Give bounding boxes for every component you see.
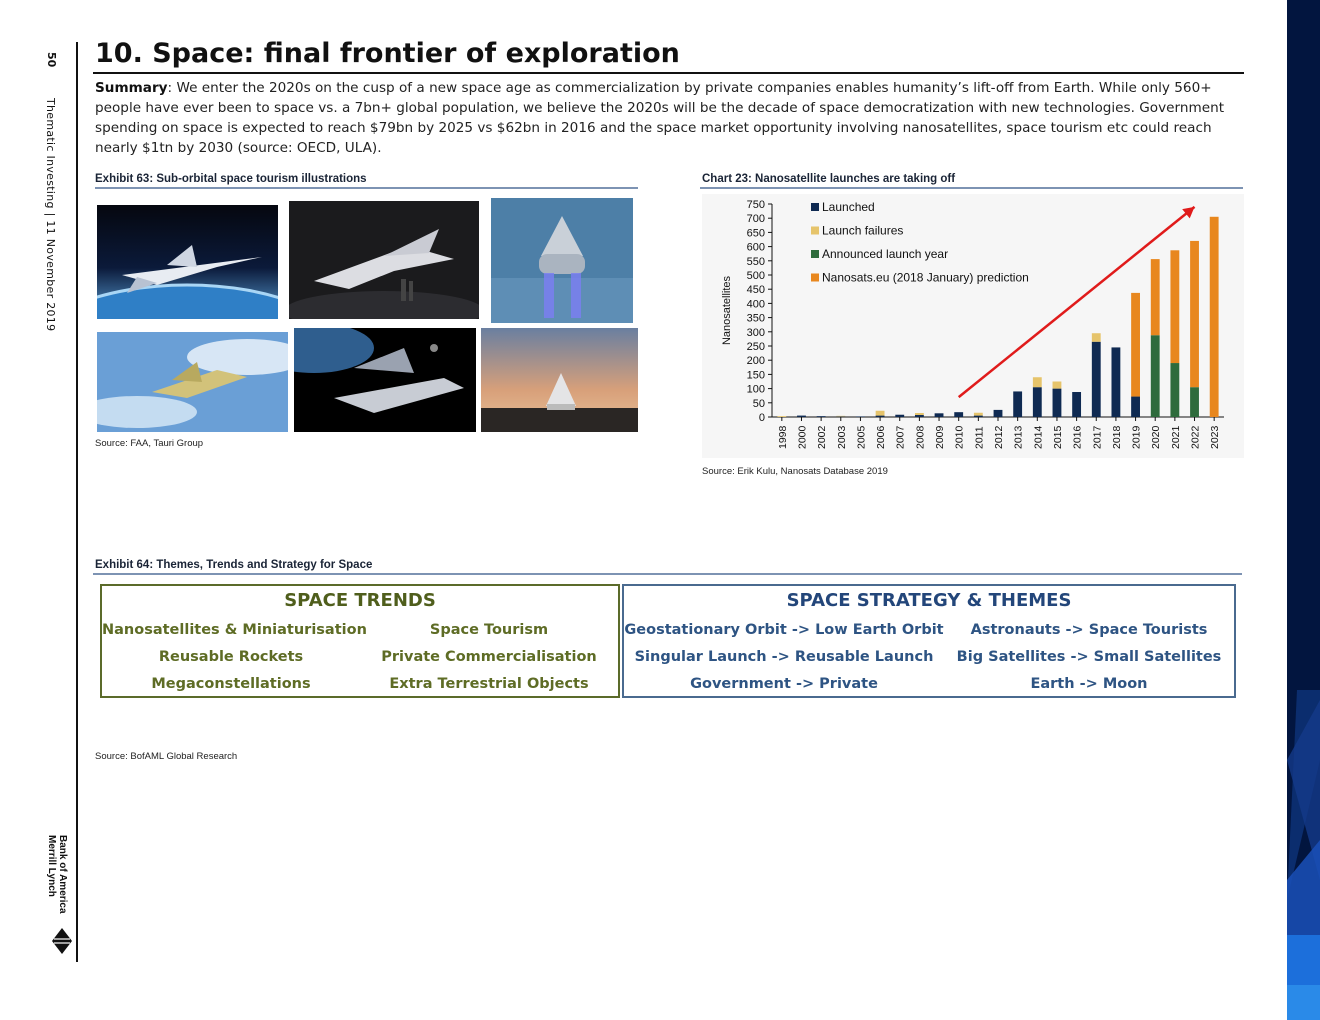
y-tick-label: 150 xyxy=(746,369,765,382)
x-tick-label: 1998 xyxy=(776,425,789,449)
y-tick-label: 650 xyxy=(746,227,765,240)
legend-swatch xyxy=(811,203,819,211)
title-rule xyxy=(93,72,1244,74)
legend-swatch xyxy=(811,274,819,282)
chart-svg xyxy=(702,194,1244,458)
strategy-item: Singular Launch -> Reusable Launch xyxy=(634,649,934,665)
y-tick-label: 400 xyxy=(746,298,765,311)
bar-segment xyxy=(954,412,963,417)
bar-segment xyxy=(777,416,786,417)
bar-segment xyxy=(935,413,944,417)
bar-segment xyxy=(974,416,983,417)
y-tick-label: 250 xyxy=(746,341,765,353)
x-tick-label: 2012 xyxy=(993,425,1005,449)
x-tick-label: 2005 xyxy=(855,425,868,449)
strategy-item: Astronauts -> Space Tourists xyxy=(970,622,1208,638)
bar-segment xyxy=(836,416,845,417)
trend-item: Megaconstellations xyxy=(151,676,311,692)
bar-segment xyxy=(1033,387,1042,417)
y-tick-label: 550 xyxy=(746,255,765,268)
bar-segment xyxy=(915,415,924,417)
y-tick-label: 600 xyxy=(746,241,765,254)
exhibit64-source: Source: BofAML Global Research xyxy=(95,751,238,762)
x-tick-label: 2021 xyxy=(1169,425,1182,449)
bar-segment xyxy=(915,413,924,415)
space-trends-heading: SPACE TRENDS xyxy=(284,590,436,611)
x-tick-label: 2013 xyxy=(1012,425,1025,449)
summary-paragraph xyxy=(95,78,1245,158)
x-tick-label: 2008 xyxy=(914,425,927,449)
x-tick-label: 2015 xyxy=(1051,425,1064,449)
legend-swatch xyxy=(811,250,819,258)
y-tick-label: 500 xyxy=(746,270,765,282)
legend-label: Launched xyxy=(822,200,875,214)
trend-item: Extra Terrestrial Objects xyxy=(389,676,589,692)
strategy-item: Government -> Private xyxy=(690,676,878,692)
y-tick-label: 50 xyxy=(752,397,765,410)
exhibit64-rule xyxy=(93,573,1242,575)
x-tick-label: 2009 xyxy=(934,425,947,449)
page-title: 10. Space: final frontier of exploration xyxy=(95,38,680,69)
space-strategy-heading: SPACE STRATEGY & THEMES xyxy=(786,590,1072,611)
y-tick-label: 350 xyxy=(746,312,765,325)
bar-segment xyxy=(1190,241,1199,387)
x-tick-label: 2002 xyxy=(816,425,829,449)
spaceship-hangar-illustration xyxy=(289,201,479,319)
strategy-item: Big Satellites -> Small Satellites xyxy=(956,649,1222,665)
chart23-rule xyxy=(700,187,1243,189)
strategy-item: Earth -> Moon xyxy=(1030,676,1148,692)
summary-text: : We enter the 2020s on the cusp of a new space age as commercialization by private companies enables humanity’s lift-off from Earth. While only 560+ people have ever been to space vs. a 7bn+ global population, we believe the 2020s will be the decade of space democratization with new technologies. Government spending on space is expected to reach $79bn by 2025 vs $62bn in 2016 and the space market opportunity involving nanosatellites, space tourism etc could reach nearly $1tn by 2030 (source: OECD, ULA). xyxy=(95,80,1225,156)
exhibit63-title: Exhibit 63: Sub-orbital space tourism illustrations xyxy=(95,173,367,185)
x-tick-label: 2007 xyxy=(894,425,907,449)
nanosatellite-chart xyxy=(702,194,1244,458)
legend-label: Announced launch year xyxy=(822,247,949,261)
bar-segment xyxy=(836,416,845,417)
space-strategy-box xyxy=(622,584,1236,698)
trend-item: Nanosatellites & Miniaturisation xyxy=(102,622,367,638)
y-tick-label: 300 xyxy=(746,326,765,339)
capsule-thrusters-illustration xyxy=(491,198,633,323)
legend-label: Nanosats.eu (2018 January) prediction xyxy=(822,270,1029,285)
x-tick-label: 2022 xyxy=(1189,425,1202,449)
bar-segment xyxy=(974,413,983,416)
bar-segment xyxy=(1151,259,1160,335)
running-head: Thematic Investing | 11 November 2019 xyxy=(44,98,57,332)
x-tick-label: 2019 xyxy=(1130,425,1143,449)
x-tick-label: 2018 xyxy=(1110,425,1123,449)
exhibit63-source: Source: FAA, Tauri Group xyxy=(95,438,204,449)
strategy-item: Geostationary Orbit -> Low Earth Orbit xyxy=(624,622,944,638)
x-tick-label: 2010 xyxy=(953,425,966,449)
legend-swatch xyxy=(811,227,819,235)
y-tick-label: 450 xyxy=(746,284,765,297)
chart23-source: Source: Erik Kulu, Nanosats Database 2019 xyxy=(702,466,888,477)
aircraft-clouds-illustration xyxy=(97,332,288,432)
left-rail-divider xyxy=(76,42,78,962)
x-tick-label: 2020 xyxy=(1150,425,1163,449)
y-tick-label: 750 xyxy=(746,199,765,211)
bar-segment xyxy=(1111,347,1120,417)
y-tick-label: 100 xyxy=(746,383,765,396)
bar-segment xyxy=(1131,293,1140,397)
legend-label: Launch failures xyxy=(822,223,904,238)
capsule-landing-illustration xyxy=(481,328,638,432)
exhibit64-title: Exhibit 64: Themes, Trends and Strategy for Space xyxy=(95,559,373,571)
y-tick-label: 700 xyxy=(746,213,765,226)
bar-segment xyxy=(1053,382,1062,389)
bar-segment xyxy=(1151,335,1160,417)
bar-segment xyxy=(1033,377,1042,387)
bank-flag-icon xyxy=(52,928,72,954)
trend-item: Private Commercialisation xyxy=(381,649,597,665)
decorative-side-band xyxy=(1287,0,1320,1020)
bar-segment xyxy=(1092,333,1101,342)
x-tick-label: 2016 xyxy=(1071,425,1084,449)
bar-segment xyxy=(1170,363,1179,417)
bar-segment xyxy=(1092,342,1101,417)
x-tick-label: 2014 xyxy=(1032,425,1045,449)
bar-segment xyxy=(994,410,1003,417)
spaceshiptwo-illustration xyxy=(294,328,476,432)
bar-segment xyxy=(876,411,885,416)
bar-segment xyxy=(876,416,885,417)
exhibit63-rule xyxy=(95,187,638,189)
bar-segment xyxy=(1170,250,1179,363)
bar-segment xyxy=(895,415,904,417)
y-tick-label: 0 xyxy=(758,412,765,424)
x-tick-label: 2011 xyxy=(973,426,986,449)
x-tick-label: 2000 xyxy=(796,425,809,449)
chart23-title: Chart 23: Nanosatellite launches are taking off xyxy=(702,173,956,185)
bar-segment xyxy=(1190,387,1199,417)
bar-segment xyxy=(1053,389,1062,417)
bar-segment xyxy=(1072,392,1081,417)
x-tick-label: 2003 xyxy=(835,425,848,449)
x-tick-label: 2017 xyxy=(1091,425,1104,449)
bar-segment xyxy=(1210,217,1219,417)
spaceplane-earth-illustration xyxy=(97,205,278,319)
bank-logo-text: Bank of America Merrill Lynch xyxy=(46,835,68,914)
bar-segment xyxy=(797,416,806,417)
bar-segment xyxy=(1013,391,1022,417)
page-number: 50 xyxy=(45,52,58,68)
trend-item: Reusable Rockets xyxy=(158,649,304,665)
band-graphic xyxy=(1287,0,1320,1020)
bar-segment xyxy=(856,416,865,417)
trend-item: Space Tourism xyxy=(429,622,549,638)
x-tick-label: 2023 xyxy=(1209,425,1222,449)
summary-label: Summary xyxy=(95,80,168,96)
bar-segment xyxy=(817,416,826,417)
y-tick-label: 200 xyxy=(746,355,765,368)
x-tick-label: 2006 xyxy=(875,425,888,449)
space-trends-box xyxy=(100,584,620,698)
y-axis-label: Nanosatellites xyxy=(721,275,733,346)
bar-segment xyxy=(1131,397,1140,417)
